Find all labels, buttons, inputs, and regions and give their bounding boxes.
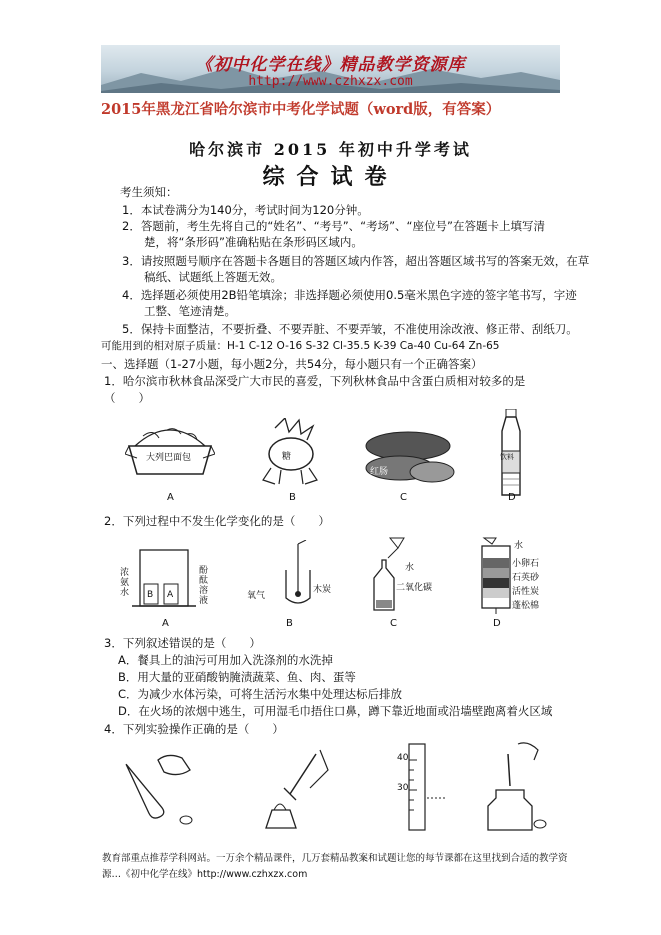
q3-option-c: C．为减少水体污染，可将生活污水集中处理达标后排放 [118, 687, 403, 701]
note-2: 2．答题前，考生先将自己的“姓名”、“考号”、“考场”、“座位号”在答题卡上填写清 [122, 219, 545, 233]
q2-option-b: B [286, 618, 293, 629]
q2-b-oxygen-label: 氧气 [247, 591, 266, 601]
q2-a-beaker-b-label: B [147, 590, 154, 600]
q2-d-carbon-label: 活性炭 [512, 587, 540, 597]
q1-option-a: A [167, 492, 174, 503]
q4-dropper-bottle-image [478, 740, 558, 835]
section-1-heading: 一、选择题（1-27小题，每小题2分，共54分，每小题只有一个正确答案） [101, 357, 483, 371]
question-4-stem: 4．下列实验操作正确的是（ ） [104, 722, 284, 736]
q1-b-label: 糖 [282, 452, 292, 462]
q2-option-a: A [162, 618, 169, 629]
q2-option-c: C [390, 618, 397, 629]
note-1: 1．本试卷满分为140分，考试时间为120分钟。 [122, 203, 369, 217]
question-1-bracket: （ ） [104, 391, 150, 405]
q2-c-co2-label: 二氧化碳 [396, 583, 433, 593]
question-2-stem: 2．下列过程中不发生化学变化的是（ ） [104, 514, 330, 528]
note-3-cont: 稿纸、试题纸上答题无效。 [144, 270, 282, 284]
q2-option-d: D [493, 618, 501, 629]
banner-title: 《初中化学在线》精品教学资源库 [195, 55, 466, 75]
q1-c-label: 红肠 [370, 467, 389, 477]
q3-option-a: A．餐具上的油污可用加入洗涤剂的水洗掉 [118, 653, 333, 667]
exam-subtitle: 综合试卷 [262, 164, 399, 190]
q2-co2-bottle-image [360, 534, 420, 614]
q1-d-label: 饮料 [500, 453, 514, 461]
note-2-cont: 楚，将“条形码”准确粘贴在条形码区域内。 [144, 235, 363, 249]
q2-d-sand-label: 石英砂 [512, 573, 540, 583]
q1-bread-image [125, 418, 215, 478]
q3-option-d: D．在火场的浓烟中逃生，可用湿毛巾捂住口鼻，蹲下靠近地面或沿墙壁跑离着火区域 [118, 704, 553, 718]
site-banner [101, 45, 560, 93]
q2-d-cotton-label: 蓬松棉 [512, 601, 540, 611]
question-3-stem: 3．下列叙述错误的是（ ） [104, 636, 261, 650]
document-title: 2015年黑龙江省哈尔滨市中考化学试题（word版，有答案） [101, 101, 501, 118]
atomic-masses: 可能用到的相对原子质量：H-1 C-12 O-16 S-32 Cl-35.5 K-39 Ca-40 Cu-64 Zn-65 [101, 340, 500, 352]
q1-option-d: D [508, 492, 516, 503]
q4-scale-30: 30 [397, 783, 409, 793]
exam-title: 哈尔滨市 2015 年初中升学考试 [189, 140, 472, 159]
q4-heating-apparatus-image [250, 748, 340, 833]
q2-a-phenolphthalein-label: 酚酞溶液 [199, 566, 209, 606]
note-4: 4．选择题必须使用2B铅笔填涂；非选择题必须使用0.5毫米黑色字迹的签字笔书写，字迹 [122, 288, 577, 302]
note-5: 5．保持卡面整洁，不要折叠、不要弄脏、不要弄皱，不准使用涂改液、修正带、刮纸刀。 [122, 322, 578, 336]
q2-c-water-label: 水 [405, 563, 415, 573]
q2-d-water-label: 水 [514, 541, 524, 551]
question-1-stem: 1．哈尔滨市秋林食品深受广大市民的喜爱，下列秋林食品中含蛋白质相对较多的是 [104, 374, 526, 388]
q4-scale-40: 40 [397, 753, 409, 763]
page-footer: 教育部重点推荐学科网站。一万余个精品课件，几万套精品教案和试题让您的每节课都在这里找到合适的教学资源…《初中化学在线》http://www.czhxzx.com [102, 853, 568, 880]
note-4-cont: 工整、笔迹清楚。 [144, 304, 236, 318]
q4-test-tube-pouring-image [118, 748, 208, 828]
q1-option-c: C [400, 492, 407, 503]
q2-d-pebbles-label: 小卵石 [512, 559, 540, 569]
q1-option-b: B [289, 492, 296, 503]
q1-a-label: 大列巴面包 [146, 453, 192, 463]
q2-b-charcoal-label: 木炭 [313, 585, 332, 595]
q3-option-b: B．用大量的亚硝酸钠腌渍蔬菜、鱼、肉、蛋等 [118, 670, 356, 684]
q2-charcoal-oxygen-image [268, 540, 328, 610]
note-3: 3．请按照题号顺序在答题卡各题目的答题区域内作答，超出答题区域书写的答案无效，在草 [122, 254, 590, 268]
q2-water-filter-image [476, 534, 516, 614]
banner-url[interactable]: http://www.czhxzx.com [248, 74, 413, 89]
q2-a-ammonia-label: 浓氨水 [120, 568, 130, 598]
q2-a-beaker-a-label: A [167, 590, 174, 600]
notes-heading: 考生须知： [120, 185, 178, 199]
q1-sausage-image [360, 428, 460, 488]
